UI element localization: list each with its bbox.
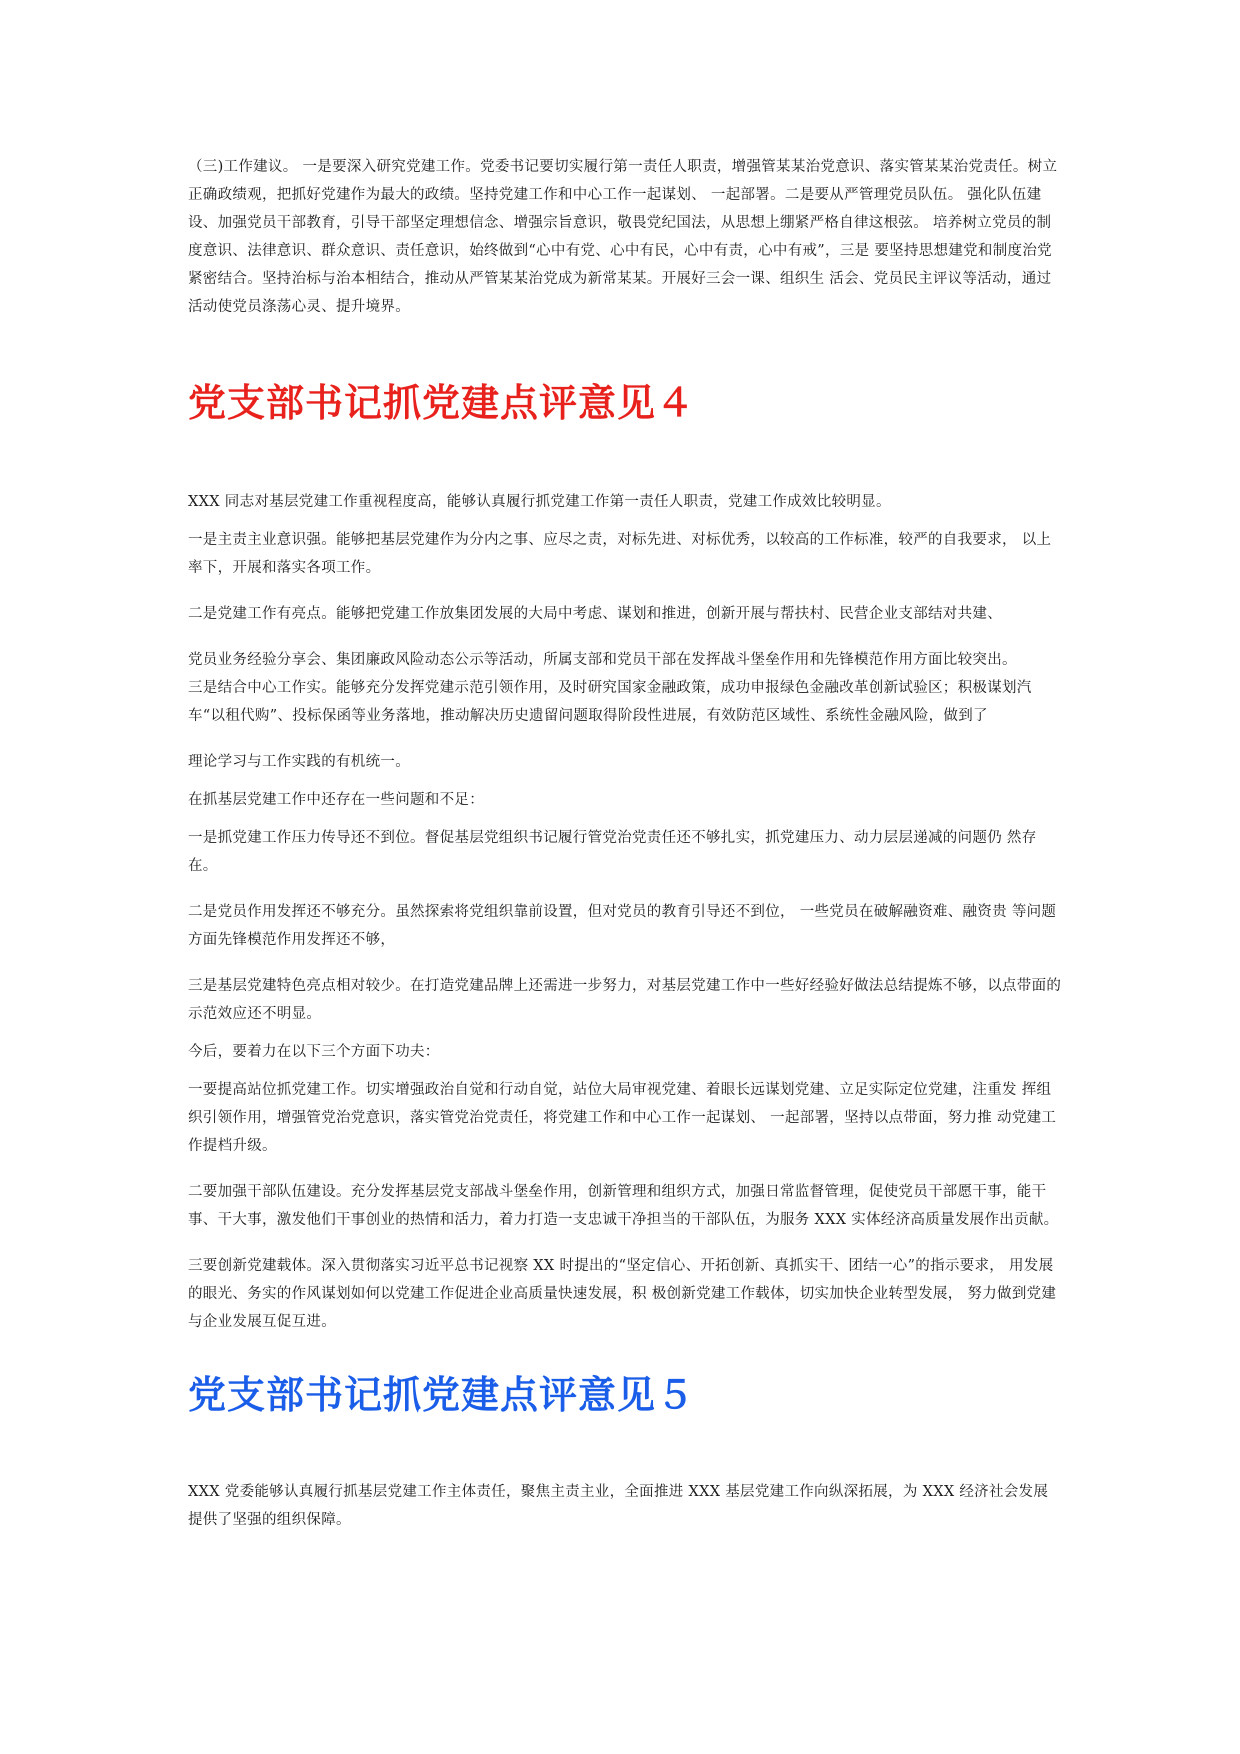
paragraph: XXX 同志对基层党建工作重视程度高，能够认真履行抓党建工作第一责任人职责，党建工作成效比较明显。 — [188, 494, 891, 510]
paragraph: 理论学习与工作实践的有机统一。 — [188, 754, 410, 770]
section-4-heading: 党支部书记抓党建点评意见４ — [188, 380, 696, 425]
paragraph: 二是党员作用发挥还不够充分。虽然探索将党组织靠前设置，但对党员的教育引导还不到位， 一些党员在破解融资难、融资贵 等问题方面先锋模范作用发挥还不够， — [188, 904, 1057, 948]
section-5-body — [188, 1478, 1063, 1534]
work-suggestions-section — [188, 153, 1063, 321]
paragraph: 三要创新党建载体。深入贯彻落实习近平总书记视察 XX 时提出的“坚定信心、开拓创新、真抓实干、团结一心”的指示要求， 用发展的眼光、务实的作风谋划如何以党建工作促进企业高质量快速发展，积 极创新党建工作载体，切实加快企业转型发展， 努力做到党建与企业发展互促互进。 — [188, 1258, 1057, 1330]
paragraph: 党员业务经验分享会、集团廉政风险动态公示等活动，所属支部和党员干部在发挥战斗堡垒作用和先锋模范作用方面比较突出。 — [188, 652, 1017, 668]
work-suggestions-paragraph: （三)工作建议。 一是要深入研究党建工作。党委书记要切实履行第一责任人职责，增强管某某治党意识、落实管某某治党责任。树立正确政绩观，把抓好党建作为最大的政绩。坚持党建工作和中心工作一起谋划、 一起部署。二是要从严管理党员队伍。 强化队伍建设、加强党员干部教育，引导干部坚定理想信念、增强宗旨意识，敬畏党纪国法，从思想上绷紧严格自律这根弦。 培养树立党员的制度意识、法律意识、群众意识、责任意识，始终做到“心中有党、心中有民，心中有责，心中有戒”，三是 要坚持思想建党和制度治党紧密结合。坚持治标与治本相结合，推动从严管某某治党成为新常某某。开展好三会一课、组织生 活会、党员民主评议等活动，通过活动使党员涤荡心灵、提升境界。 — [188, 159, 1058, 315]
section-5-heading: 党支部书记抓党建点评意见５ — [188, 1372, 696, 1417]
paragraph: 三是结合中心工作实。能够充分发挥党建示范引领作用，及时研究国家金融政策，成功申报绿色金融改革创新试验区；积极谋划汽车“以租代购”、投标保函等业务落地，推动解决历史遗留问题取得阶段性进展，有效防范区域性、系统性金融风险，做到了 — [188, 680, 1032, 724]
paragraph: 在抓基层党建工作中还存在一些问题和不足： — [188, 792, 484, 808]
section-4-body — [188, 488, 1063, 1346]
paragraph: 今后，要着力在以下三个方面下功夫： — [188, 1044, 440, 1060]
paragraph: 二是党建工作有亮点。能够把党建工作放集团发展的大局中考虑、谋划和推进，创新开展与帮扶村、民营企业支部结对共建、 — [188, 606, 1002, 622]
paragraph: 一要提高站位抓党建工作。切实增强政治自觉和行动自觉，站位大局审视党建、着眼长远谋划党建、立足实际定位党建，注重发 挥组织引领作用，增强管党治党意识，落实管党治党责任，将党建工作和中心工作一起谋划、 一起部署，坚持以点带面，努力推 动党建工作提档升级。 — [188, 1082, 1057, 1154]
paragraph: 三是基层党建特色亮点相对较少。在打造党建品牌上还需进一步努力，对基层党建工作中一些好经验好做法总结提炼不够，以点带面的示范效应还不明显。 — [188, 978, 1062, 1022]
paragraph: 一是主责主业意识强。能够把基层党建作为分内之事、应尽之责，对标先进、对标优秀，以较高的工作标准，较严的自我要求， 以上率下，开展和落实各项工作。 — [188, 532, 1052, 576]
paragraph: 一是抓党建工作压力传导还不到位。督促基层党组织书记履行管党治党责任还不够扎实，抓党建压力、动力层层递减的问题仍 然存在。 — [188, 830, 1037, 874]
paragraph: XXX 党委能够认真履行抓基层党建工作主体责任，聚焦主责主业，全面推进 XXX 基层党建工作向纵深拓展，为 XXX 经济社会发展 提供了坚强的组织保障。 — [188, 1484, 1049, 1528]
paragraph: 二要加强干部队伍建设。充分发挥基层党支部战斗堡垒作用，创新管理和组织方式，加强日常监督管理，促使党员干部愿干事，能干事、干大事，激发他们干事创业的热情和活力，着力打造一支忠诚干净担当的干部队伍，为服务 XXX 实体经济高质量发展作出贡献。 — [188, 1184, 1059, 1228]
